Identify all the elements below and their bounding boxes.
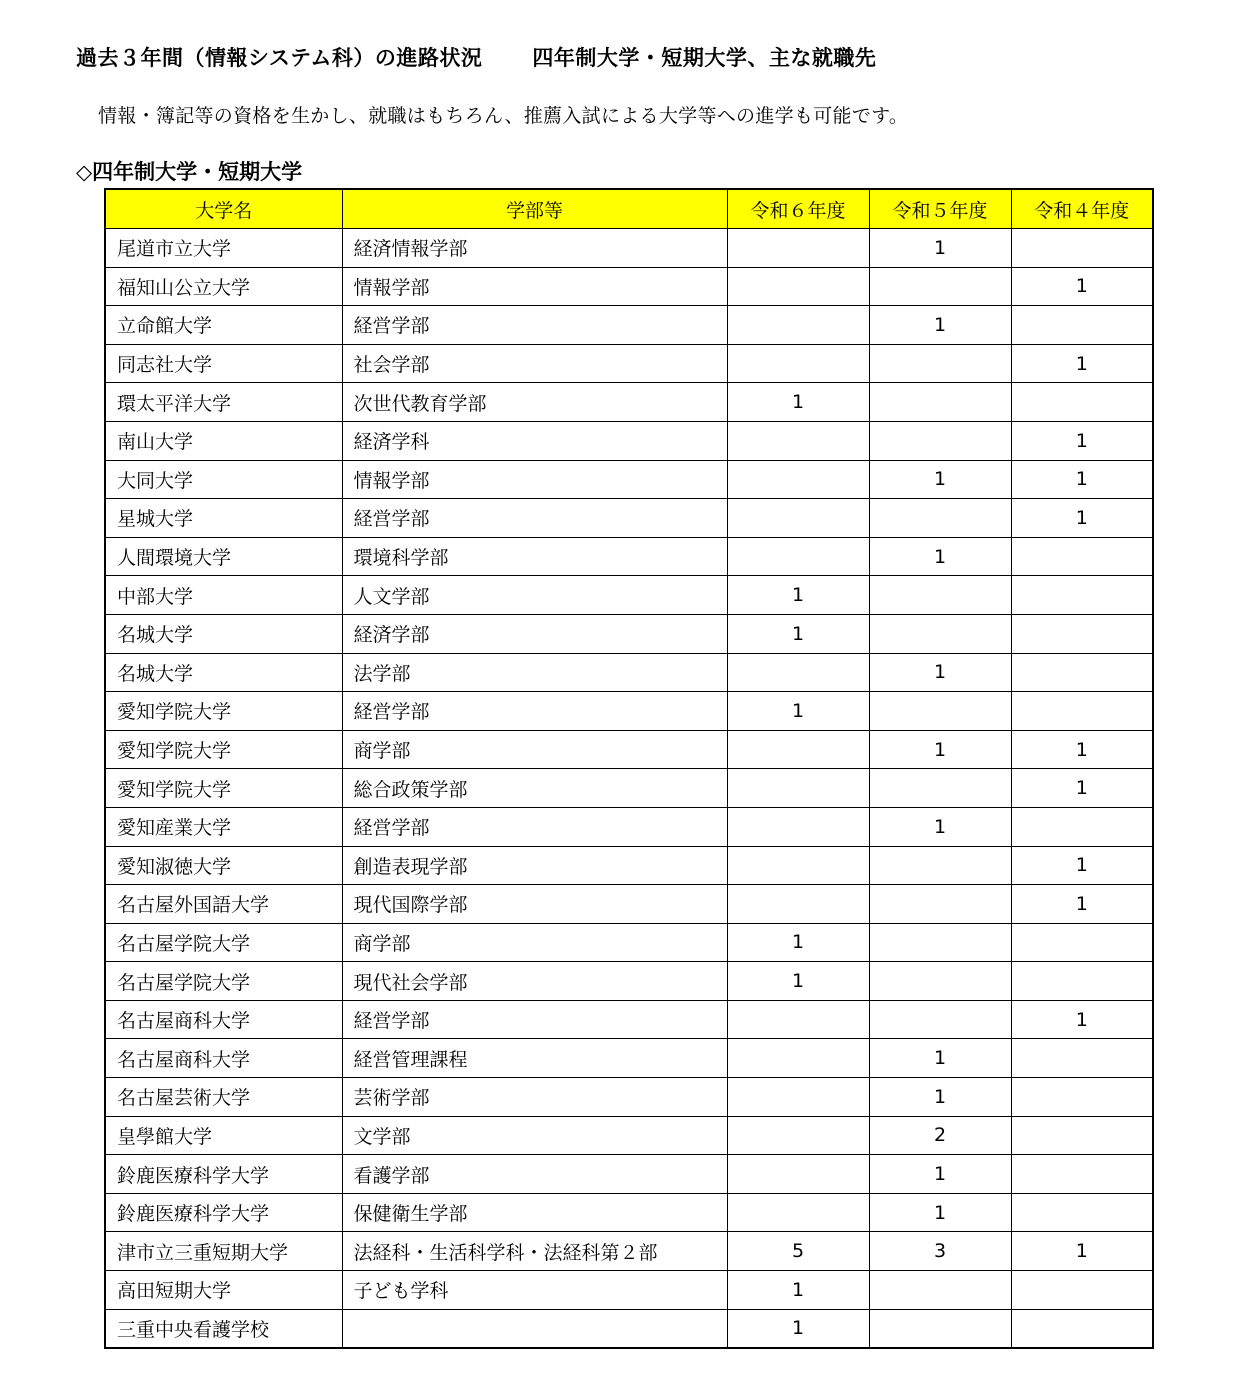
reiwa6-count-cell [727,653,869,692]
faculty-cell: 法経科・生活科学科・法経科第２部 [342,1232,727,1271]
reiwa6-count-cell: 1 [727,692,869,731]
university-name-cell: 名古屋学院大学 [105,923,342,962]
reiwa5-count-cell: 1 [869,1039,1011,1078]
reiwa4-count-cell: 1 [1011,769,1153,808]
faculty-cell: 情報学部 [342,460,727,499]
reiwa4-count-cell: 1 [1011,1232,1153,1271]
university-name-cell: 南山大学 [105,421,342,460]
university-name-cell: 愛知学院大学 [105,692,342,731]
header-university-name: 大学名 [105,189,342,229]
reiwa6-count-cell [727,1116,869,1155]
table-row [105,229,1153,268]
reiwa5-count-cell [869,962,1011,1001]
reiwa6-count-cell [727,769,869,808]
table-row [105,807,1153,846]
reiwa6-count-cell: 1 [727,1271,869,1310]
faculty-cell: 商学部 [342,923,727,962]
reiwa4-count-cell [1011,1155,1153,1194]
reiwa4-count-cell [1011,1039,1153,1078]
reiwa6-count-cell [727,421,869,460]
university-table [104,188,1154,1349]
table-row [105,344,1153,383]
faculty-cell: 社会学部 [342,344,727,383]
reiwa6-count-cell [727,460,869,499]
table-row [105,1000,1153,1039]
reiwa6-count-cell [727,1039,869,1078]
table-row [105,1116,1153,1155]
faculty-cell: 情報学部 [342,267,727,306]
reiwa4-count-cell [1011,962,1153,1001]
reiwa6-count-cell [727,885,869,924]
reiwa4-count-cell: 1 [1011,499,1153,538]
table-row [105,383,1153,422]
reiwa6-count-cell [727,306,869,345]
reiwa5-count-cell: 1 [869,807,1011,846]
faculty-cell: 経済学科 [342,421,727,460]
reiwa5-count-cell [869,499,1011,538]
table-body [105,229,1153,1349]
table-row [105,923,1153,962]
university-name-cell: 皇學館大学 [105,1116,342,1155]
table-row [105,537,1153,576]
university-name-cell: 高田短期大学 [105,1271,342,1310]
reiwa5-count-cell: 1 [869,1193,1011,1232]
reiwa6-count-cell [727,537,869,576]
faculty-cell: 現代社会学部 [342,962,727,1001]
faculty-cell: 創造表現学部 [342,846,727,885]
reiwa5-count-cell [869,576,1011,615]
reiwa6-count-cell [727,229,869,268]
header-faculty: 学部等 [342,189,727,229]
table-row [105,1271,1153,1310]
university-name-cell: 尾道市立大学 [105,229,342,268]
reiwa4-count-cell [1011,576,1153,615]
page-title-right: 四年制大学・短期大学、主な就職先 [532,46,877,70]
faculty-cell: 現代国際学部 [342,885,727,924]
faculty-cell: 経営学部 [342,306,727,345]
table-row [105,1078,1153,1117]
table-row [105,1155,1153,1194]
reiwa4-count-cell: 1 [1011,885,1153,924]
reiwa4-count-cell [1011,1193,1153,1232]
reiwa5-count-cell [869,769,1011,808]
reiwa4-count-cell: 1 [1011,1000,1153,1039]
page-title [76,42,876,72]
reiwa5-count-cell [869,1309,1011,1348]
reiwa4-count-cell [1011,1078,1153,1117]
reiwa5-count-cell: 1 [869,1155,1011,1194]
reiwa6-count-cell: 1 [727,1309,869,1348]
reiwa6-count-cell [727,846,869,885]
reiwa4-count-cell [1011,1271,1153,1310]
university-name-cell: 福知山公立大学 [105,267,342,306]
reiwa4-count-cell [1011,692,1153,731]
reiwa5-count-cell: 1 [869,460,1011,499]
faculty-cell: 芸術学部 [342,1078,727,1117]
table-row [105,576,1153,615]
university-name-cell: 鈴鹿医療科学大学 [105,1193,342,1232]
university-name-cell: 同志社大学 [105,344,342,383]
reiwa5-count-cell: 1 [869,229,1011,268]
reiwa4-count-cell: 1 [1011,846,1153,885]
university-name-cell: 人間環境大学 [105,537,342,576]
reiwa5-count-cell [869,885,1011,924]
reiwa5-count-cell [869,1271,1011,1310]
table-row [105,962,1153,1001]
university-name-cell: 名古屋商科大学 [105,1000,342,1039]
reiwa6-count-cell [727,730,869,769]
reiwa6-count-cell [727,1078,869,1117]
faculty-cell: 看護学部 [342,1155,727,1194]
table-row [105,421,1153,460]
table-row [105,499,1153,538]
reiwa5-count-cell [869,421,1011,460]
table-row [105,885,1153,924]
university-name-cell: 中部大学 [105,576,342,615]
faculty-cell: 環境科学部 [342,537,727,576]
table-row [105,846,1153,885]
reiwa6-count-cell [727,807,869,846]
university-name-cell: 三重中央看護学校 [105,1309,342,1348]
reiwa5-count-cell: 1 [869,537,1011,576]
header-reiwa4: 令和４年度 [1011,189,1153,229]
table-row [105,306,1153,345]
reiwa5-count-cell [869,1000,1011,1039]
reiwa6-count-cell [727,499,869,538]
reiwa5-count-cell: 1 [869,730,1011,769]
reiwa6-count-cell: 1 [727,383,869,422]
reiwa6-count-cell [727,1193,869,1232]
university-name-cell: 名古屋芸術大学 [105,1078,342,1117]
table-row [105,614,1153,653]
faculty-cell: 経営学部 [342,807,727,846]
reiwa4-count-cell: 1 [1011,267,1153,306]
table-header-row [105,189,1153,229]
faculty-cell [342,1309,727,1348]
reiwa5-count-cell: 1 [869,306,1011,345]
header-reiwa5: 令和５年度 [869,189,1011,229]
table-row [105,1309,1153,1348]
university-name-cell: 名古屋商科大学 [105,1039,342,1078]
faculty-cell: 商学部 [342,730,727,769]
table-row [105,267,1153,306]
faculty-cell: 人文学部 [342,576,727,615]
reiwa6-count-cell [727,1155,869,1194]
reiwa5-count-cell [869,344,1011,383]
university-name-cell: 立命館大学 [105,306,342,345]
reiwa6-count-cell [727,1000,869,1039]
reiwa4-count-cell: 1 [1011,460,1153,499]
page-title-left: 過去３年間（情報システム科）の進路状況 [76,46,483,70]
university-name-cell: 津市立三重短期大学 [105,1232,342,1271]
table-row [105,1232,1153,1271]
reiwa4-count-cell [1011,306,1153,345]
university-name-cell: 名城大学 [105,614,342,653]
faculty-cell: 法学部 [342,653,727,692]
section-title: ◇四年制大学・短期大学 [76,160,303,184]
university-name-cell: 鈴鹿医療科学大学 [105,1155,342,1194]
reiwa4-count-cell: 1 [1011,421,1153,460]
faculty-cell: 経済学部 [342,614,727,653]
university-name-cell: 星城大学 [105,499,342,538]
faculty-cell: 文学部 [342,1116,727,1155]
reiwa6-count-cell: 1 [727,923,869,962]
reiwa4-count-cell [1011,1309,1153,1348]
reiwa6-count-cell: 1 [727,962,869,1001]
university-name-cell: 愛知学院大学 [105,769,342,808]
reiwa6-count-cell: 1 [727,614,869,653]
reiwa4-count-cell [1011,229,1153,268]
faculty-cell: 総合政策学部 [342,769,727,808]
reiwa5-count-cell: 1 [869,653,1011,692]
table-row [105,692,1153,731]
intro-text: 情報・簿記等の資格を生かし、就職はもちろん、推薦入試による大学等への進学も可能です。 [98,105,909,127]
reiwa4-count-cell [1011,807,1153,846]
reiwa6-count-cell: 5 [727,1232,869,1271]
table-row [105,1193,1153,1232]
reiwa4-count-cell [1011,537,1153,576]
reiwa5-count-cell [869,383,1011,422]
reiwa4-count-cell [1011,383,1153,422]
reiwa5-count-cell [869,614,1011,653]
faculty-cell: 保健衛生学部 [342,1193,727,1232]
faculty-cell: 経済情報学部 [342,229,727,268]
university-name-cell: 愛知淑徳大学 [105,846,342,885]
reiwa4-count-cell [1011,653,1153,692]
reiwa5-count-cell [869,267,1011,306]
table-row [105,730,1153,769]
reiwa5-count-cell: 2 [869,1116,1011,1155]
university-name-cell: 愛知産業大学 [105,807,342,846]
reiwa5-count-cell: 1 [869,1078,1011,1117]
reiwa4-count-cell [1011,923,1153,962]
reiwa6-count-cell: 1 [727,576,869,615]
faculty-cell: 子ども学科 [342,1271,727,1310]
university-name-cell: 愛知学院大学 [105,730,342,769]
faculty-cell: 経営管理課程 [342,1039,727,1078]
table-row [105,460,1153,499]
faculty-cell: 経営学部 [342,692,727,731]
university-name-cell: 名古屋学院大学 [105,962,342,1001]
reiwa4-count-cell: 1 [1011,344,1153,383]
reiwa6-count-cell [727,267,869,306]
reiwa4-count-cell: 1 [1011,730,1153,769]
table-row [105,653,1153,692]
reiwa4-count-cell [1011,1116,1153,1155]
university-name-cell: 名城大学 [105,653,342,692]
faculty-cell: 次世代教育学部 [342,383,727,422]
university-name-cell: 大同大学 [105,460,342,499]
table-row [105,769,1153,808]
reiwa5-count-cell: 3 [869,1232,1011,1271]
university-name-cell: 名古屋外国語大学 [105,885,342,924]
faculty-cell: 経営学部 [342,499,727,538]
reiwa5-count-cell [869,692,1011,731]
reiwa6-count-cell [727,344,869,383]
faculty-cell: 経営学部 [342,1000,727,1039]
table-row [105,1039,1153,1078]
reiwa4-count-cell [1011,614,1153,653]
header-reiwa6: 令和６年度 [727,189,869,229]
university-name-cell: 環太平洋大学 [105,383,342,422]
reiwa5-count-cell [869,923,1011,962]
reiwa5-count-cell [869,846,1011,885]
